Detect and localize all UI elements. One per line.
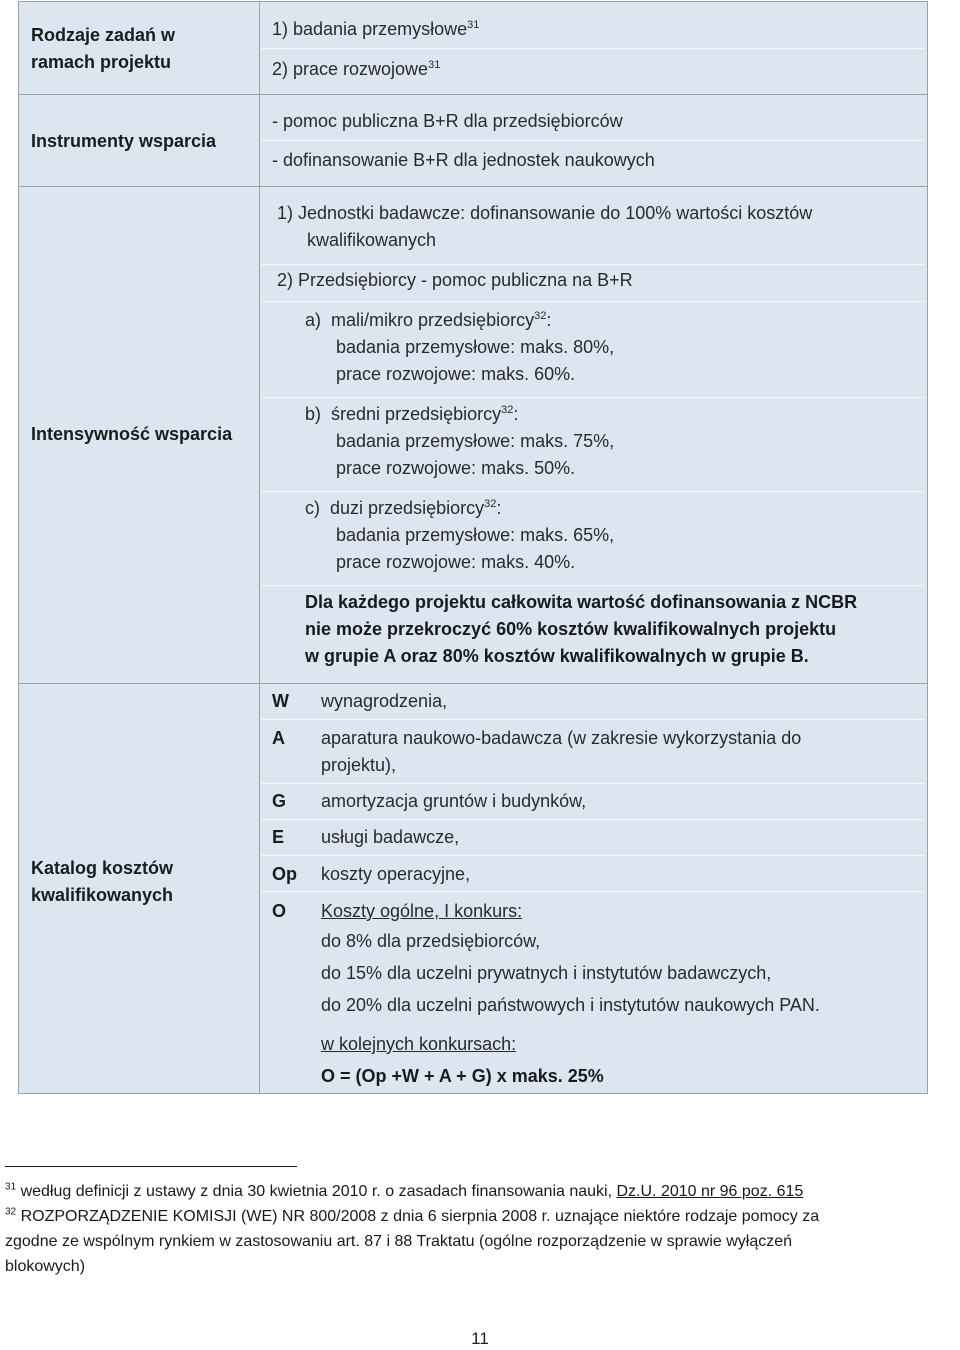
row-label-intensity: Intensywność wsparcia <box>31 424 233 444</box>
footnote-ref[interactable]: 31 <box>428 59 441 71</box>
intensity-research-units: 1) Jednostki badawcze: dofinansowanie do 100% wartości kosztów <box>277 203 813 223</box>
column-divider <box>259 2 260 1093</box>
row-divider <box>19 94 927 95</box>
instrument-item: - pomoc publiczna B+R dla przedsiębiorców <box>272 111 623 131</box>
instrument-item: - dofinansowanie B+R dla jednostek naukowych <box>272 150 655 170</box>
funding-table: Rodzaje zadań w ramach projektu 1) badania przemysłowe$^{31}$ 2) prace rozwojowe$^{31}$ Instrumenty wsparcia - pomoc publiczna B+R dla przedsiębiorców - dofinansowanie B+R dla jednostek naukowych Intensywność wsparcia 1) Jednostki badawcze: dofinansowanie do 100% wartości kosztów kwalifikowanych 2) Przedsiębiorcy - pomoc publiczna na B+R a) mali/mikro przedsiębiorcy$^{32}$: badania przemysłowe: maks. 80%, prace rozwojowe: maks. 60%. b) średni przedsiębiorcy$^{32}$: badania przemysłowe: maks. 75%, prace rozwojowe: maks. 50%. c) duzi przedsiębiorcy$^{32}$: badania przemysłowe: maks. 65%, prace rozwojowe: maks. 40%. Dla każdego projektu całkowita wartość dofinansowania z NCBR nie może przekroczyć 60% kosztów kwalifikowalnych projektu w grupie A oraz 80% kosztów kwalifikowalnych w grupie B. Katalog kosztów kwalifikowanych W wynagrodzenia, A aparatura naukowo-badawcza (w zakresie wykorzystania do projektu), G amortyzacja gruntów i budynków, E usługi badawcze, Op koszty operacyjne, O Koszty ogólne, I konkurs: do 8% dla przedsiębiorców, do 15% dla uczelni prywatnych i instytutów badawczych, do 20% dla uczelni państwowych i instytutów naukowych PAN. w kolejnych konkursach: O = (Op +W + A + G) x maks. 25% <box>18 1 928 1094</box>
footnote-ref[interactable]: 32 <box>501 404 514 416</box>
overhead-formula: O = (Op +W + A + G) x maks. 25% <box>321 1066 604 1086</box>
footnote-separator <box>5 1166 297 1167</box>
row-label-instruments: Instrumenty wsparcia <box>31 131 217 151</box>
row-label-cost-catalog: Katalog kosztów kwalifikowanych <box>31 858 174 905</box>
later-calls-heading: w kolejnych konkursach: <box>321 1034 517 1054</box>
footnote-link[interactable]: Dz.U. 2010 nr 96 poz. 615 <box>616 1183 804 1200</box>
task-type-item: 2) prace rozwojowe$^{31}$ <box>272 59 441 79</box>
footnote-ref[interactable]: 32 <box>484 498 497 510</box>
row-divider <box>19 683 927 684</box>
footnote-31: $^{31}$ według definicji z ustawy z dnia 30 kwietnia 2010 r. o zasadach finansowania nauki, Dz.U. 2010 nr 96 poz. 615 <box>5 1181 804 1200</box>
page-number: 11 <box>471 1329 489 1348</box>
row-label-task-types: Rodzaje zadań w ramach projektu <box>31 25 176 72</box>
task-type-item: 1) badania przemysłowe$^{31}$ <box>272 19 480 39</box>
row-divider <box>19 186 927 187</box>
footnote-ref[interactable]: 31 <box>467 19 480 31</box>
intensity-enterprises: 2) Przedsiębiorcy - pomoc publiczna na B+R <box>277 270 633 290</box>
footnote-ref[interactable]: 32 <box>534 310 547 322</box>
intensity-research-units-cont: kwalifikowanych <box>307 230 437 250</box>
